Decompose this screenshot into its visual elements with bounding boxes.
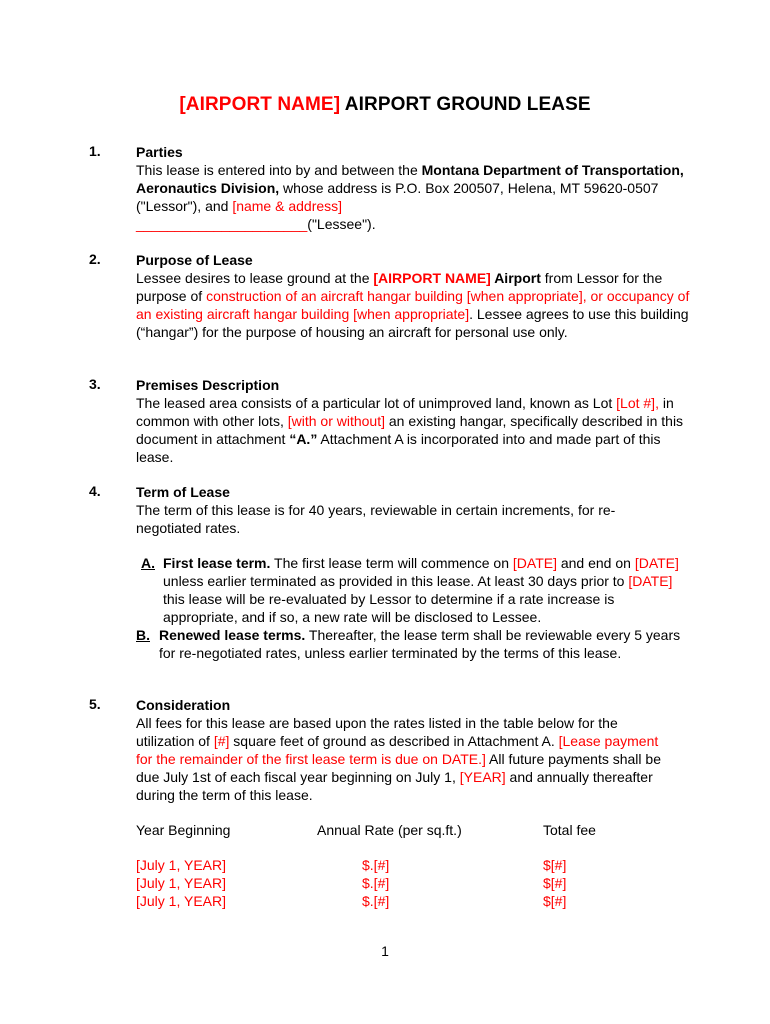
page-title <box>0 94 770 116</box>
date-placeholder: [DATE] <box>512 555 557 571</box>
lot-placeholder: [Lot #], <box>616 395 659 411</box>
table-cell: $[#] <box>543 857 567 873</box>
table-cell: $.[#] <box>362 893 390 909</box>
section-heading: Consideration <box>136 697 231 713</box>
section-heading: Term of Lease <box>136 484 230 500</box>
page-number: 1 <box>381 943 389 959</box>
sqft-placeholder: [#] <box>213 733 230 749</box>
hangar-placeholder: [with or without] <box>287 413 385 429</box>
section-heading: Premises Description <box>136 377 280 393</box>
section-number: 4. <box>89 483 101 499</box>
blank-line: ______________________ <box>136 216 308 232</box>
section-number: 5. <box>89 696 101 712</box>
date-placeholder: [DATE] <box>628 573 673 589</box>
name-address-placeholder: [name & address] <box>232 198 343 214</box>
section-number: 1. <box>89 143 101 159</box>
section-text: Lessee desires to lease ground at the [AIRPORT NAME] Airport from Lessor for the purpose of construction of an aircraft hangar building [when appropriate], or occupancy of an existing aircraft hangar building [when appropriate]. Lessee agrees to use this building (“hangar”) for the purpose of housing an aircraft for personal use only. <box>136 270 690 340</box>
year-placeholder: [YEAR] <box>459 769 506 785</box>
subsection-a: A. First lease term. The first lease term will commence on [DATE] and end on [DATE] unless earlier terminated as provided in this lease. At least 30 days prior to [DATE] this lease will be re-evaluated by Lessor to determine if a rate increase is appropriate, and if so, a new rate will be disclosed to Lessee. <box>141 555 679 625</box>
section-heading: Parties <box>136 144 183 160</box>
section-text: This lease is entered into by and between the Montana Department of Transportation, Aeronautics Division, whose address is P.O. Box 200507, Helena, MT 59620-0507 ("Lessor"), and [name & address] ______________________("Lessee"). <box>136 162 684 232</box>
section-number: 3. <box>89 376 101 392</box>
table-cell: [July 1, YEAR] <box>136 857 227 873</box>
subsection-letter: B. <box>136 627 150 643</box>
table-cell: [July 1, YEAR] <box>136 893 227 909</box>
airport-name-placeholder: [AIRPORT NAME] <box>373 270 491 286</box>
table-cell: [July 1, YEAR] <box>136 875 227 891</box>
table-header: Total fee <box>543 822 596 838</box>
section-heading: Purpose of Lease <box>136 252 253 268</box>
purpose-placeholder: construction of an aircraft hangar building [when appropriate], or occupancy of an existing aircraft hangar building [when appropriate] <box>136 288 690 322</box>
table-cell: $.[#] <box>362 857 390 873</box>
subsection-b: B. Renewed lease terms. Thereafter, the lease term shall be reviewable every 5 years for re-negotiated rates, unless earlier terminated by the terms of this lease. <box>136 627 681 661</box>
table-header: Year Beginning <box>136 822 231 838</box>
table-header: Annual Rate (per sq.ft.) <box>317 822 462 838</box>
subsection-letter: A. <box>141 555 155 571</box>
payment-placeholder: [Lease payment for the remainder of the first lease term is due on DATE.] <box>136 733 659 767</box>
section-text: The term of this lease is for 40 years, reviewable in certain increments, for re-negotiated rates. <box>136 502 616 536</box>
title-airport-placeholder: [AIRPORT NAME] <box>179 94 341 115</box>
section-number: 2. <box>89 251 101 267</box>
section-text: The leased area consists of a particular lot of unimproved land, known as Lot [Lot #], in common with other lots, [with or without] an existing hangar, specifically described in this document in attachment “A.” Attachment A is incorporated into and made part of this lease. <box>136 395 684 465</box>
table-cell: $[#] <box>543 875 567 891</box>
date-placeholder: [DATE] <box>634 555 679 571</box>
title-text: AIRPORT GROUND LEASE <box>340 94 591 115</box>
table-cell: $[#] <box>543 893 567 909</box>
section-text: All fees for this lease are based upon the rates listed in the table below for the utilization of [#] square feet of ground as described in Attachment A. [Lease payment for the remainder of the first lease term is due on DATE.] All future payments shall be due July 1st of each fiscal year beginning on July 1, [YEAR] and annually thereafter during the term of this lease. <box>136 715 661 803</box>
table-cell: $.[#] <box>362 875 390 891</box>
